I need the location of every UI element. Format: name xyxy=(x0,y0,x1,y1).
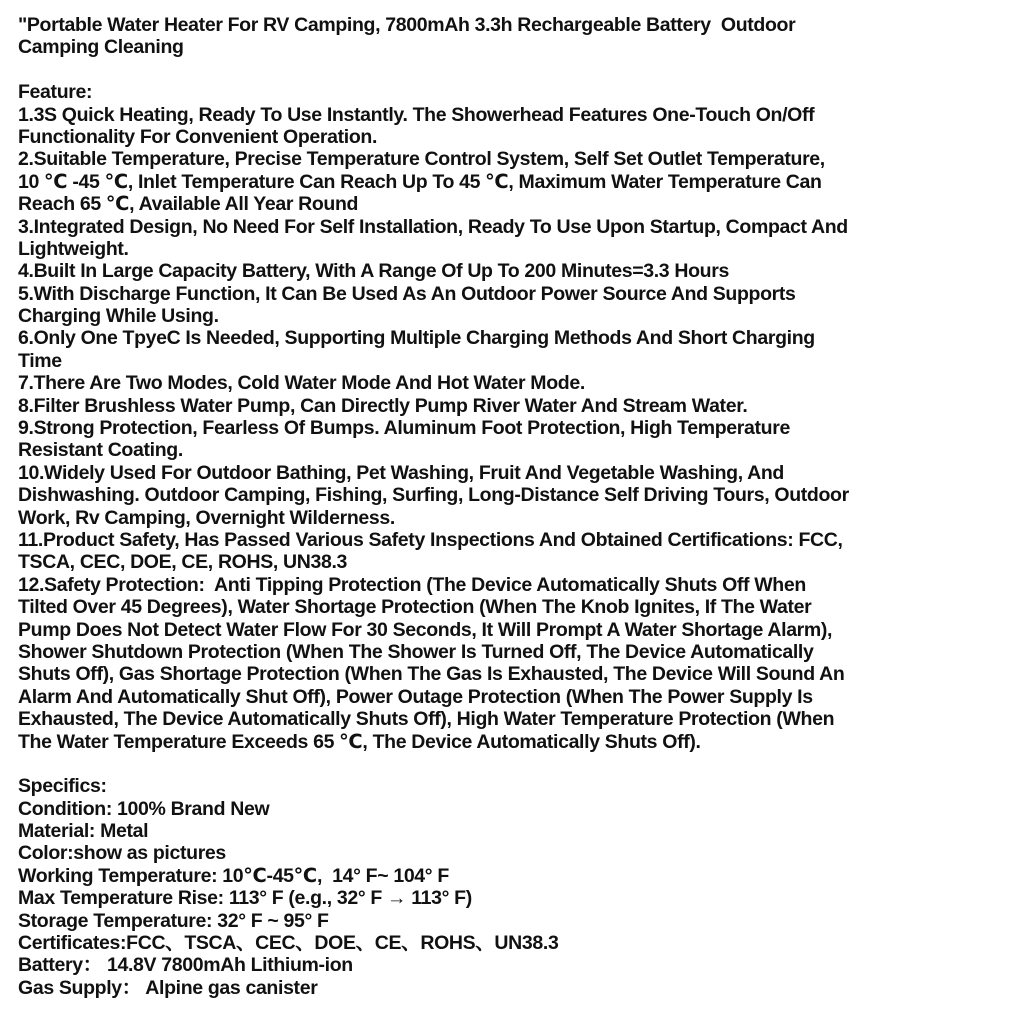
text-line: TSCA, CEC, DOE, CE, ROHS, UN38.3 xyxy=(18,551,348,574)
spec-certificates: Certificates:FCC、TSCA、CEC、DOE、CE、ROHS、UN38.3 xyxy=(18,932,559,955)
text-line: Tilted Over 45 Degrees), Water Shortage Protection (When The Knob Ignites, If The Water xyxy=(18,596,812,619)
text-line: 7.There Are Two Modes, Cold Water Mode And Hot Water Mode. xyxy=(18,372,585,395)
specifics-heading: Specifics: xyxy=(18,775,107,798)
text-line: Shuts Off), Gas Shortage Protection (When The Gas Is Exhausted, The Device Will Sound An xyxy=(18,663,845,686)
text-line: Resistant Coating. xyxy=(18,439,183,462)
text-line: Exhausted, The Device Automatically Shuts Off), High Water Temperature Protection (When xyxy=(18,708,835,731)
spec-condition: Condition: 100% Brand New xyxy=(18,797,270,820)
text-line: 1.3S Quick Heating, Ready To Use Instantly. The Showerhead Features One-Touch On/Off xyxy=(18,103,815,126)
spec-color: Color:show as pictures xyxy=(18,842,226,865)
text-line: Dishwashing. Outdoor Camping, Fishing, Surfing, Long-Distance Self Driving Tours, Outdoor xyxy=(18,484,849,507)
text-line: Charging While Using. xyxy=(18,305,219,328)
text-line: 12.Safety Protection: Anti Tipping Protection (The Device Automatically Shuts Off When xyxy=(18,573,806,596)
blank-line xyxy=(18,59,1024,81)
text-line: Pump Does Not Detect Water Flow For 30 Seconds, It Will Prompt A Water Shortage Alarm), xyxy=(18,618,833,641)
text-line: 10 ℃ -45 ℃, Inlet Temperature Can Reach Up To 45 ℃, Maximum Water Temperature Can xyxy=(18,170,822,193)
spec-working-temperature: Working Temperature: 10℃-45℃, 14° F~ 104° F xyxy=(18,864,449,887)
text-line: 10.Widely Used For Outdoor Bathing, Pet Washing, Fruit And Vegetable Washing, And xyxy=(18,461,784,484)
text-line: Reach 65 ℃, Available All Year Round xyxy=(18,193,359,216)
feature-heading: Feature: xyxy=(18,81,93,104)
text-line: 2.Suitable Temperature, Precise Temperature Control System, Self Set Outlet Temperature, xyxy=(18,148,825,171)
blank-line xyxy=(18,753,1024,775)
text-line: 5.With Discharge Function, It Can Be Used As An Outdoor Power Source And Supports xyxy=(18,282,796,305)
text-line: 11.Product Safety, Has Passed Various Safety Inspections And Obtained Certifications: FCC, xyxy=(18,528,843,551)
spec-battery: Battery： 14.8V 7800mAh Lithium-ion xyxy=(18,954,353,977)
text-line: Time xyxy=(18,349,62,372)
product-title-line-1: "Portable Water Heater For RV Camping, 7800mAh 3.3h Rechargeable Battery Outdoor xyxy=(18,14,796,36)
spec-gas-supply: Gas Supply： Alpine gas canister xyxy=(18,976,318,999)
text-line: 3.Integrated Design, No Need For Self Installation, Ready To Use Upon Startup, Compact And xyxy=(18,215,848,238)
text-line: Work, Rv Camping, Overnight Wilderness. xyxy=(18,506,395,529)
text-line: The Water Temperature Exceeds 65 ℃, The Device Automatically Shuts Off). xyxy=(18,730,701,753)
text-line: 8.Filter Brushless Water Pump, Can Directly Pump River Water And Stream Water. xyxy=(18,394,748,417)
product-description-text xyxy=(18,14,1024,999)
text-line: 4.Built In Large Capacity Battery, With A Range Of Up To 200 Minutes=3.3 Hours xyxy=(18,260,729,283)
text-line: Lightweight. xyxy=(18,237,129,260)
text-line: 6.Only One TpyeC Is Needed, Supporting Multiple Charging Methods And Short Charging xyxy=(18,327,815,350)
product-title-line-2: Camping Cleaning xyxy=(18,36,184,59)
text-line: Alarm And Automatically Shut Off), Power Outage Protection (When The Power Supply Is xyxy=(18,685,813,708)
spec-storage-temperature: Storage Temperature: 32° F ~ 95° F xyxy=(18,909,329,932)
text-line: Shower Shutdown Protection (When The Shower Is Turned Off, The Device Automatically xyxy=(18,640,814,663)
text-line: Functionality For Convenient Operation. xyxy=(18,125,378,148)
spec-material: Material: Metal xyxy=(18,820,149,843)
spec-max-temperature-rise: Max Temperature Rise: 113° F (e.g., 32° F → 113° F) xyxy=(18,887,472,910)
text-line: 9.Strong Protection, Fearless Of Bumps. Aluminum Foot Protection, High Temperature xyxy=(18,417,790,440)
